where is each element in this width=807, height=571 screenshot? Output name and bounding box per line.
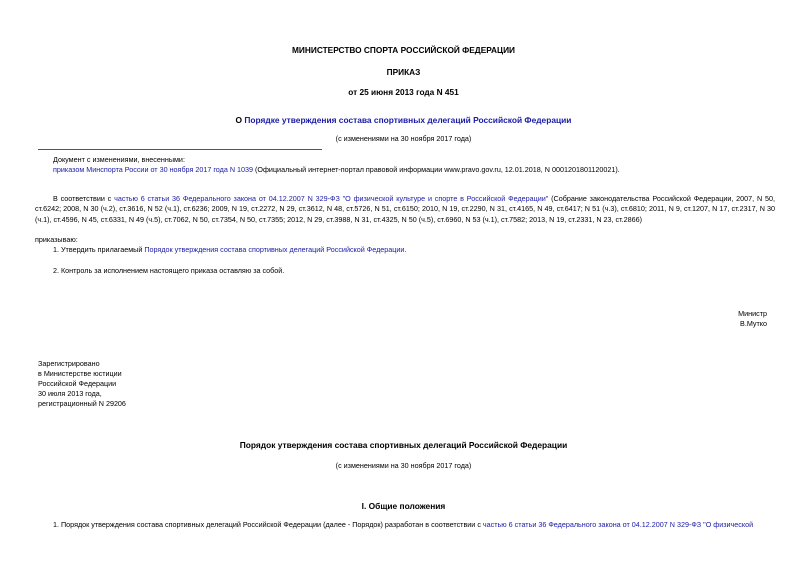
order-item-1 bbox=[53, 245, 406, 255]
procedure-changes-note: (с изменениями на 30 ноября 2017 года) bbox=[335, 461, 472, 470]
preamble-tail: (Собрание законодательства Российской Федерации, 2007, N 50, ст.6242; 2008, N 30 (ч.2), ст.3616, N 52 (ч.1), ст.6236; 2009, N 19, ст.2272, N 29, ст.3612, N 48, ст.5726, N 51, ст.6150; 2010, N 19, ст.2290, N 31, ст.4165, N 49, ст.6417; N 51 (ч.3), ст.6810; 2011, N 9, ст.1207, N 17, ст.2317, N 30 (ч.1), ст.4596, N 45, ст.6331, N 49 (ч.5), ст.7062, N 50, ст.7354, N 50, ст.7355; 2012, N 29, ст.3988, N 31, ст.4325, N 50 (ч.5), ст.6960, N 53 (ч.1), ст.7582; 2013, N 19, ст.2331, N 23, ст.2866) bbox=[35, 194, 775, 224]
amendment-source: (Официальный интернет-портал правовой информации www.pravo.gov.ru, 12.01.2018, N 0001201801120021). bbox=[253, 165, 620, 174]
doc-type-heading: ПРИКАЗ bbox=[386, 67, 421, 77]
registration-line-5: регистрационный N 29206 bbox=[38, 399, 126, 408]
document-title bbox=[0, 115, 807, 125]
title-link[interactable]: Порядке утверждения состава спортивных делегаций Российской Федерации bbox=[244, 115, 572, 125]
order-word: приказываю: bbox=[35, 235, 78, 244]
registration-line-2: в Министерстве юстиции bbox=[38, 369, 122, 378]
date-number-heading: от 25 июня 2013 года N 451 bbox=[348, 87, 459, 97]
registration-line-4: 30 июля 2013 года, bbox=[38, 389, 102, 398]
changes-note: (с изменениями на 30 ноября 2017 года) bbox=[335, 134, 472, 143]
order-item-2: 2. Контроль за исполнением настоящего приказа оставляю за собой. bbox=[53, 266, 285, 275]
registration-line-1: Зарегистрировано bbox=[38, 359, 100, 368]
signature-position: Министр bbox=[738, 309, 767, 318]
procedure-title: Порядок утверждения состава спортивных делегаций Российской Федерации bbox=[239, 440, 568, 450]
amendments-divider bbox=[38, 149, 322, 150]
procedure-p1-law-link[interactable]: частью 6 статьи 36 Федерального закона от 04.12.2007 N 329-ФЗ "О физической bbox=[482, 520, 754, 529]
title-prefix: О bbox=[235, 115, 245, 125]
registration-line-3: Российской Федерации bbox=[38, 379, 117, 388]
amendment-order-link[interactable]: приказом Минспорта России от 30 ноября 2017 года N 1039 bbox=[53, 165, 254, 174]
preamble-paragraph bbox=[35, 194, 775, 225]
order-item-1-end: . bbox=[404, 245, 407, 254]
procedure-p1-start: 1. Порядок утверждения состава спортивных делегаций Российской Федерации (далее - Порядок) разработан в соответствии с bbox=[53, 520, 483, 529]
ministry-heading: МИНИСТЕРСТВО СПОРТА РОССИЙСКОЙ ФЕДЕРАЦИИ bbox=[291, 45, 516, 55]
procedure-link[interactable]: Порядок утверждения состава спортивных делегаций Российской Федерации bbox=[144, 245, 405, 254]
federal-law-link[interactable]: частью 6 статьи 36 Федерального закона от 04.12.2007 N 329-ФЗ "О физической культуре и спорте в Российской Федерации" bbox=[114, 194, 549, 203]
amendments-intro: Документ с изменениями, внесенными: bbox=[53, 155, 185, 164]
section-heading: I. Общие положения bbox=[361, 501, 446, 511]
order-item-1-start: 1. Утвердить прилагаемый bbox=[53, 245, 145, 254]
amendments-line bbox=[53, 165, 620, 175]
signature-name: В.Мутко bbox=[740, 319, 767, 328]
procedure-paragraph-1 bbox=[53, 520, 775, 530]
preamble-start: В соответствии с bbox=[53, 194, 115, 203]
